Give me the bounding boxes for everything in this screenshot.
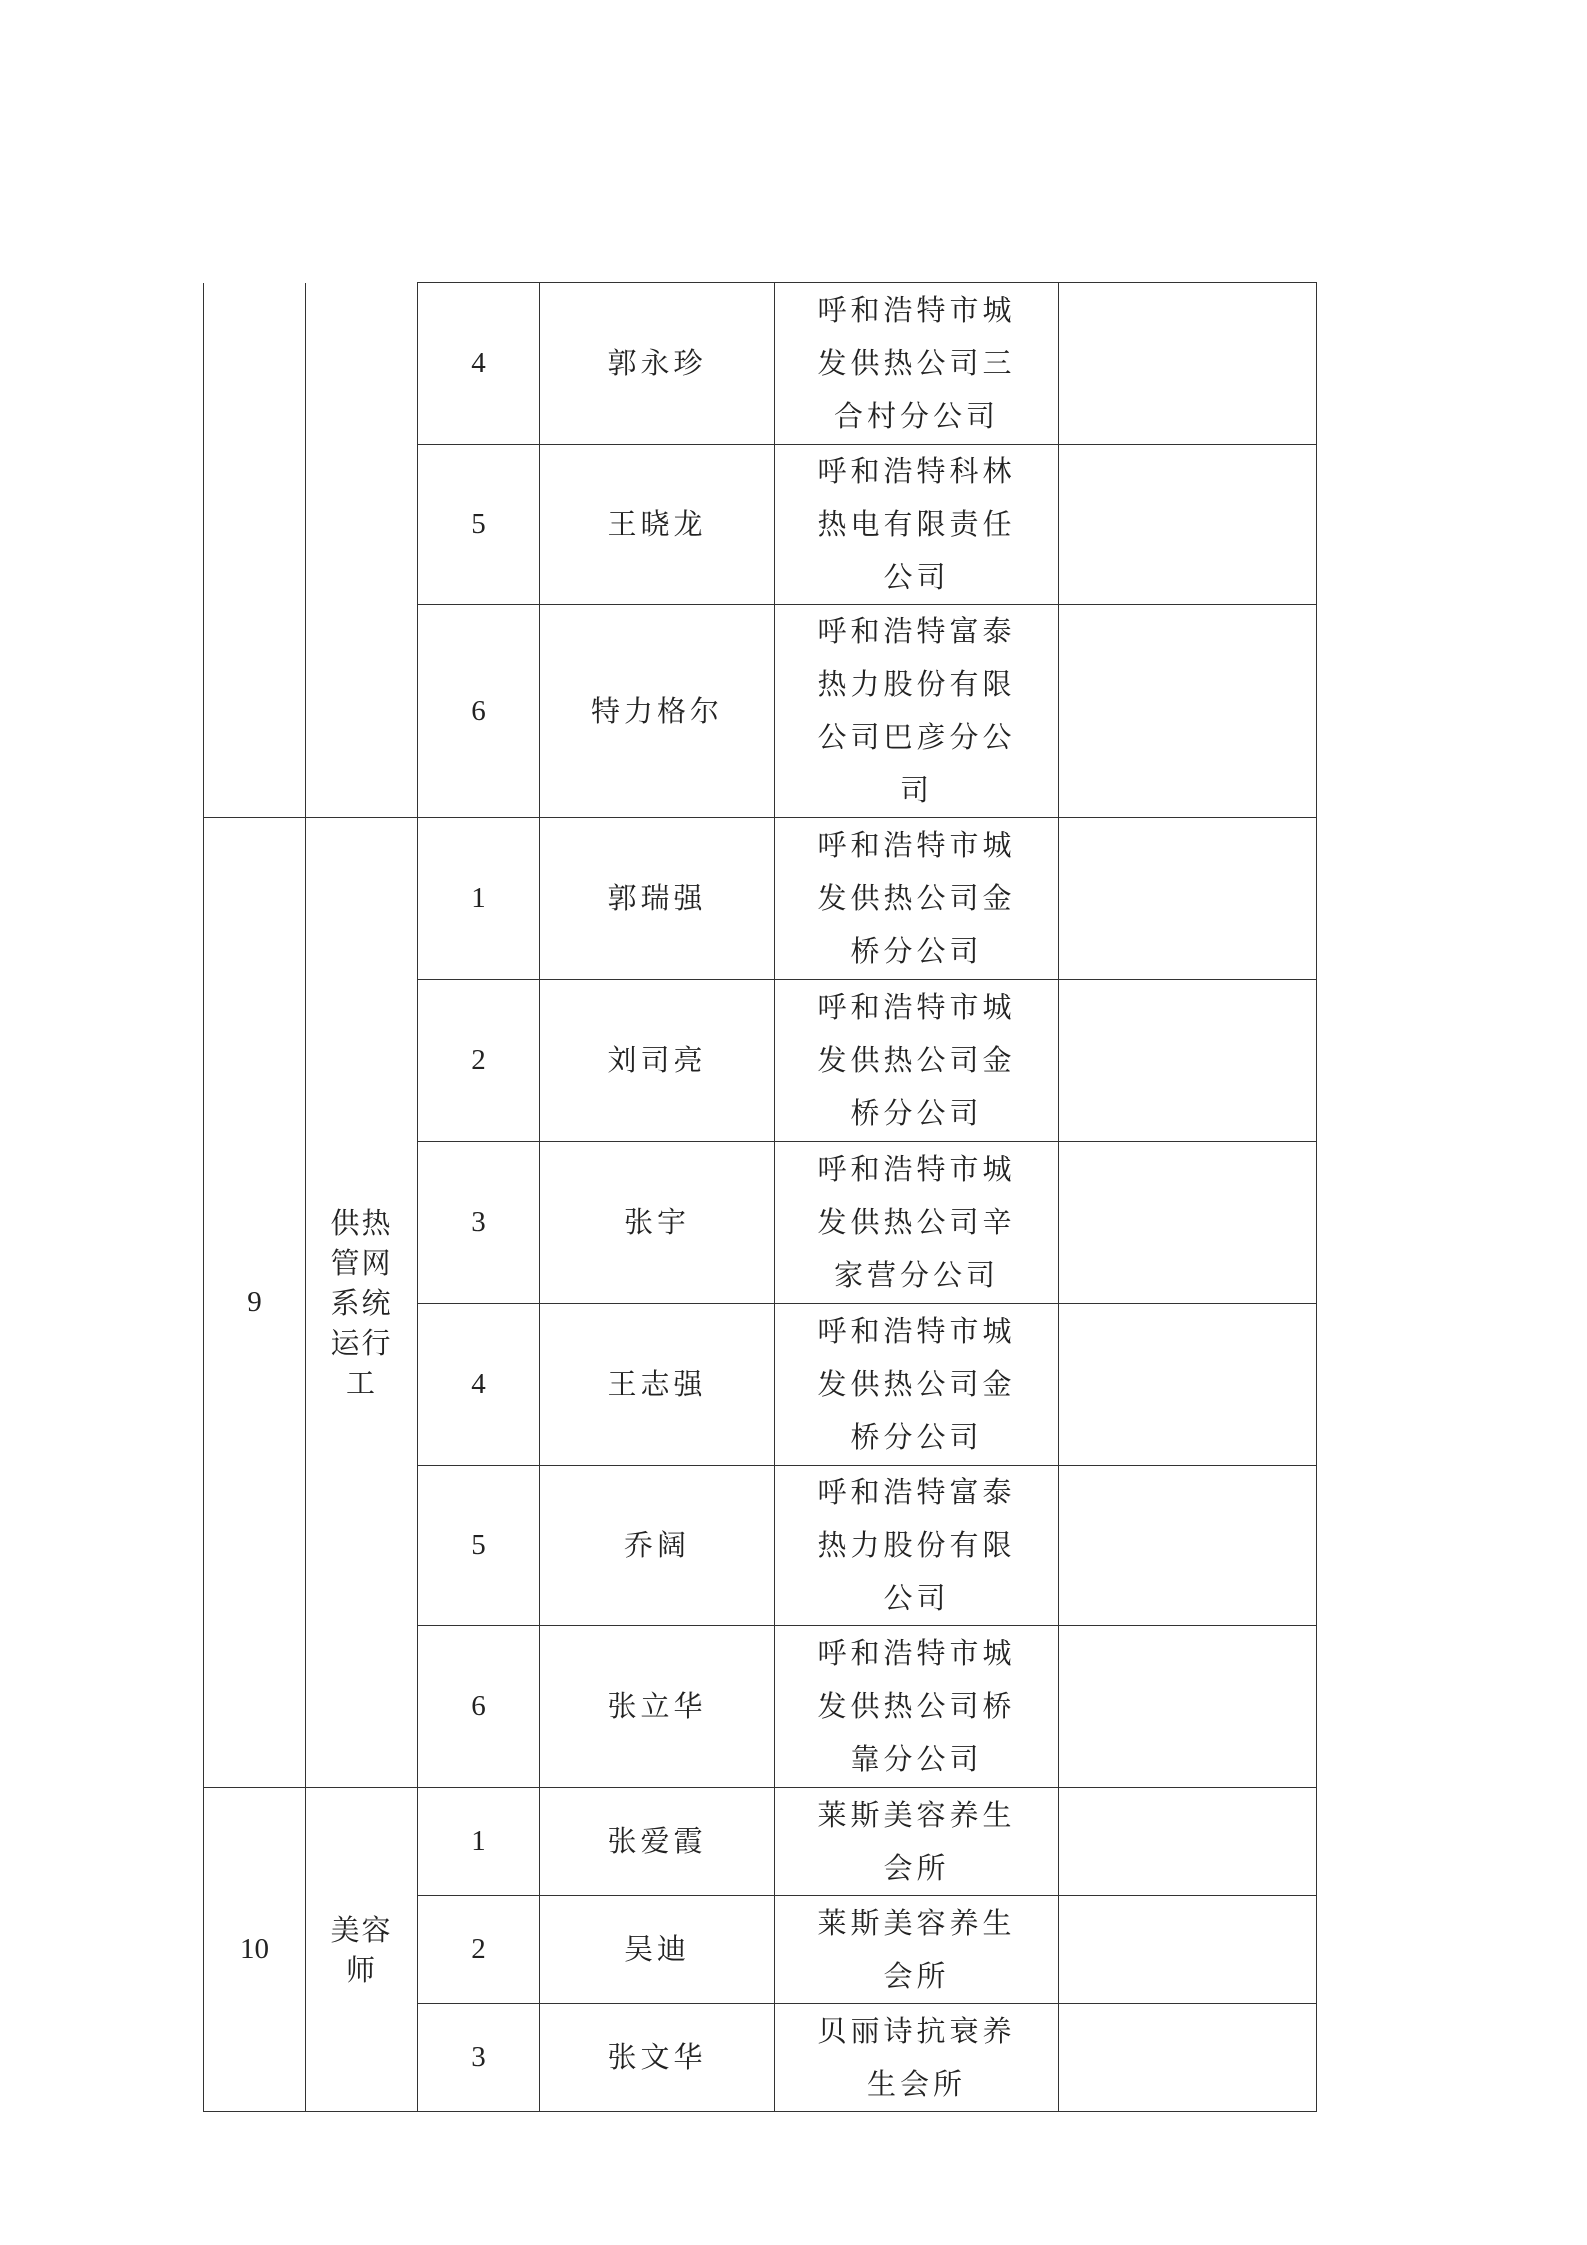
roster-table [203, 282, 1317, 2112]
person-name-cell: 张立华 [540, 1626, 775, 1788]
person-name-cell: 王志强 [540, 1304, 775, 1466]
table-row [204, 1788, 1317, 1896]
person-number-cell: 4 [418, 1304, 540, 1466]
person-remark-cell [1059, 1466, 1317, 1626]
person-name-cell: 乔阔 [540, 1466, 775, 1626]
person-remark-cell [1059, 1896, 1317, 2004]
person-remark-cell [1059, 818, 1317, 980]
person-remark-cell [1059, 1788, 1317, 1896]
person-name-cell: 张宇 [540, 1142, 775, 1304]
person-number-cell: 3 [418, 2004, 540, 2112]
person-remark-cell [1059, 1304, 1317, 1466]
person-remark-cell [1059, 980, 1317, 1142]
person-name-cell: 特力格尔 [540, 605, 775, 818]
person-name-cell: 郭瑞强 [540, 818, 775, 980]
person-organization-cell: 呼和浩特富泰热力股份有限公司 [775, 1466, 1059, 1626]
group-index-cell: 9 [204, 818, 306, 1788]
person-organization-cell: 莱斯美容养生会所 [775, 1788, 1059, 1896]
person-name-cell: 刘司亮 [540, 980, 775, 1142]
person-organization-cell: 莱斯美容养生会所 [775, 1896, 1059, 2004]
person-name-cell: 张文华 [540, 2004, 775, 2112]
person-remark-cell [1059, 445, 1317, 605]
person-number-cell: 5 [418, 1466, 540, 1626]
person-number-cell: 3 [418, 1142, 540, 1304]
person-remark-cell [1059, 283, 1317, 445]
person-organization-cell: 呼和浩特市城发供热公司金桥分公司 [775, 980, 1059, 1142]
person-remark-cell [1059, 605, 1317, 818]
person-remark-cell [1059, 2004, 1317, 2112]
person-number-cell: 6 [418, 1626, 540, 1788]
person-name-cell: 王晓龙 [540, 445, 775, 605]
person-number-cell: 1 [418, 1788, 540, 1896]
person-organization-cell: 呼和浩特市城发供热公司辛家营分公司 [775, 1142, 1059, 1304]
person-number-cell: 6 [418, 605, 540, 818]
person-number-cell: 4 [418, 283, 540, 445]
group-index-cell [204, 283, 306, 818]
person-number-cell: 2 [418, 1896, 540, 2004]
person-organization-cell: 呼和浩特市城发供热公司桥靠分公司 [775, 1626, 1059, 1788]
group-index-cell: 10 [204, 1788, 306, 2112]
person-number-cell: 1 [418, 818, 540, 980]
person-number-cell: 5 [418, 445, 540, 605]
person-organization-cell: 呼和浩特市城发供热公司金桥分公司 [775, 1304, 1059, 1466]
table-row [204, 818, 1317, 980]
person-name-cell: 郭永珍 [540, 283, 775, 445]
group-job-cell: 美容师 [306, 1788, 418, 2112]
person-organization-cell: 呼和浩特富泰热力股份有限公司巴彦分公司 [775, 605, 1059, 818]
group-job-cell: 供热管网系统运行工 [306, 818, 418, 1788]
person-organization-cell: 呼和浩特市城发供热公司三合村分公司 [775, 283, 1059, 445]
roster-body [204, 283, 1317, 2112]
person-organization-cell: 呼和浩特科林热电有限责任公司 [775, 445, 1059, 605]
person-remark-cell [1059, 1626, 1317, 1788]
person-number-cell: 2 [418, 980, 540, 1142]
group-job-cell [306, 283, 418, 818]
person-remark-cell [1059, 1142, 1317, 1304]
person-organization-cell: 呼和浩特市城发供热公司金桥分公司 [775, 818, 1059, 980]
table-row [204, 283, 1317, 445]
person-name-cell: 张爱霞 [540, 1788, 775, 1896]
person-organization-cell: 贝丽诗抗衰养生会所 [775, 2004, 1059, 2112]
person-name-cell: 吴迪 [540, 1896, 775, 2004]
